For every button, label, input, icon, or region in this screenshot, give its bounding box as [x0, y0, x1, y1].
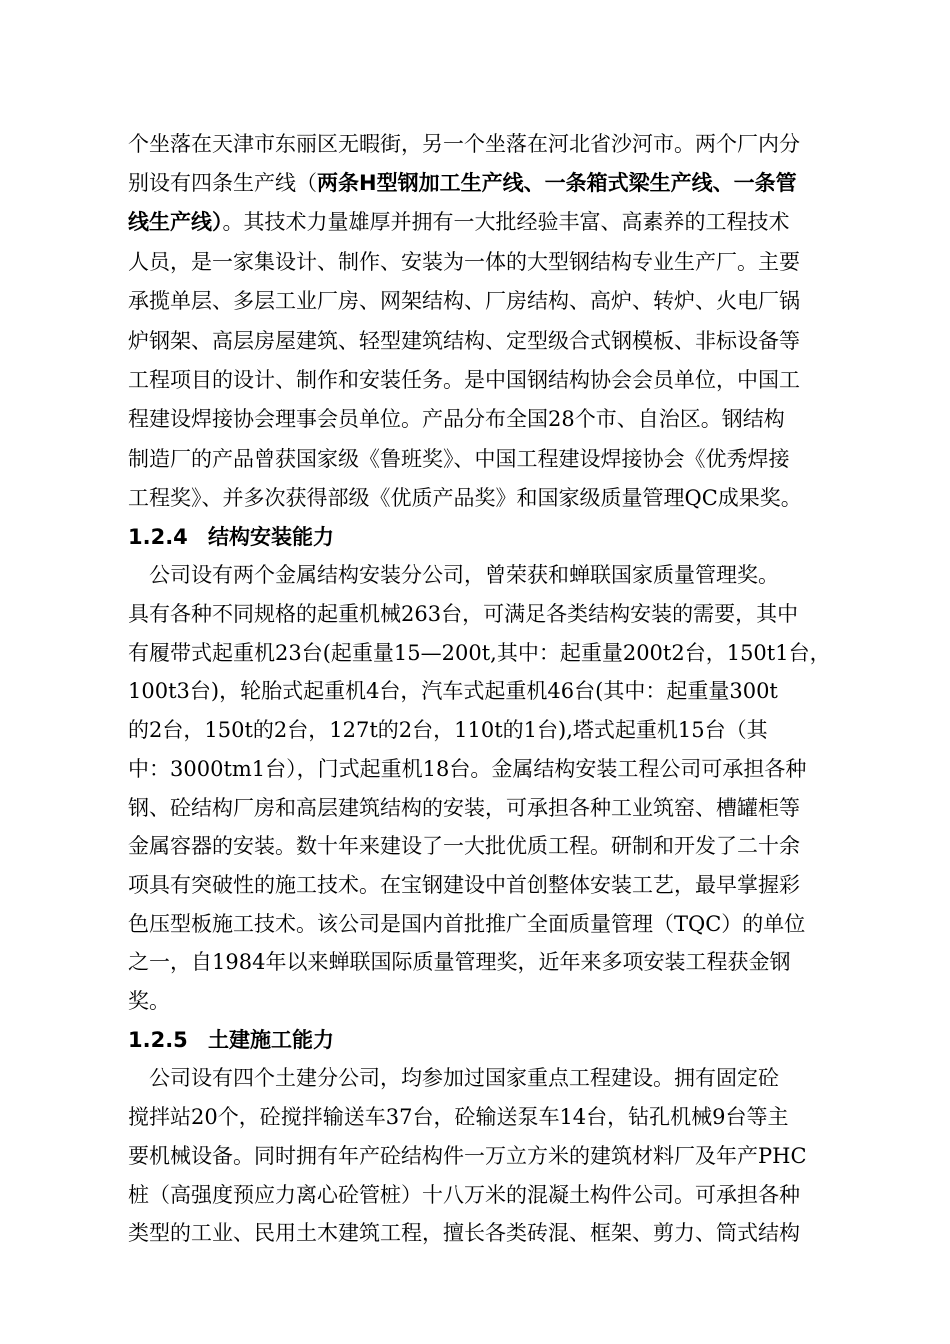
- paragraph-line: 之一，自1984年以来蝉联国际质量管理奖，近年来多项安装工程获金钢: [128, 950, 791, 974]
- paragraph-line: 金属容器的安装。数十年来建设了一大批优质工程。研制和开发了二十余: [128, 834, 800, 858]
- paragraph-line: 炉钢架、高层房屋建筑、轻型建筑结构、定型级合式钢模板、非标设备等: [128, 329, 800, 353]
- paragraph-line: 人员，是一家集设计、制作、安装为一体的大型钢结构专业生产厂。主要: [128, 250, 800, 274]
- line-text: 。其技术力量雄厚并拥有一大批经验丰富、高素养的工程技术: [222, 210, 790, 234]
- paragraph-line: 100t3台)，轮胎式起重机4台，汽车式起重机46台(其中：起重量300t: [128, 679, 778, 703]
- paragraph-line: 公司设有两个金属结构安装分公司，曾荣获和蝉联国家质量管理奖。: [128, 563, 779, 587]
- paragraph-line: 桩（高强度预应力离心砼管桩）十八万米的混凝土构件公司。可承担各种: [128, 1183, 800, 1207]
- paragraph-line: 类型的工业、民用土木建筑工程，擅长各类砖混、框架、剪力、筒式结构: [128, 1221, 800, 1245]
- bold-text: 线生产线）: [128, 210, 223, 234]
- paragraph-line: 承揽单层、多层工业厂房、网架结构、厂房结构、高炉、转炉、火电厂锅: [128, 289, 800, 313]
- paragraph-line: 有履带式起重机23台(起重量15—200t,其中：起重量200t2台，150t1台，: [128, 641, 831, 665]
- section-title: 土建施工能力: [208, 1028, 334, 1052]
- paragraph-line: 色压型板施工技术。该公司是国内首批推广全面质量管理（TQC）的单位: [128, 912, 806, 936]
- section-heading: [128, 1020, 334, 1060]
- paragraph-line: [128, 163, 797, 203]
- paragraph-line: 项具有突破性的施工技术。在宝钢建设中首创整体安装工艺，最早掌握彩: [128, 873, 800, 897]
- paragraph-line: 的2台，150t的2台，127t的2台，110t的1台),塔式起重机15台（其: [128, 718, 768, 742]
- section-title: 结构安装能力: [208, 525, 334, 549]
- section-number: 1.2.5: [128, 1028, 188, 1052]
- paragraph-line: 制造厂的产品曾获国家级《鲁班奖》、中国工程建设焊接协会《优秀焊接: [128, 447, 790, 471]
- paragraph-line: 个坐落在天津市东丽区无暇街，另一个坐落在河北省沙河市。两个厂内分: [128, 132, 800, 156]
- paragraph-line: 工程奖》、并多次获得部级《优质产品奖》和国家级质量管理QC成果奖。: [128, 486, 802, 510]
- paragraph-line: 公司设有四个土建分公司，均参加过国家重点工程建设。拥有固定砼: [128, 1066, 779, 1090]
- paragraph-line: 程建设焊接协会理事会员单位。产品分布全国28个市、自治区。钢结构: [128, 407, 785, 431]
- bold-text: 两条H型钢加工生产线、一条箱式梁生产线、一条管: [317, 171, 797, 195]
- paragraph-line: 要机械设备。同时拥有年产砼结构件一万立方米的建筑材料厂及年产PHC: [128, 1144, 807, 1168]
- paragraph-line: 工程项目的设计、制作和安装任务。是中国钢结构协会会员单位，中国工: [128, 368, 800, 392]
- paragraph-line: 中：3000tm1台），门式起重机18台。金属结构安装工程公司可承担各种: [128, 757, 807, 781]
- line-text: 别设有四条生产线（: [128, 171, 317, 195]
- paragraph-line: 奖。: [128, 989, 170, 1013]
- paragraph-line: 搅拌站20个，砼搅拌输送车37台，砼输送泵车14台，钻孔机械9台等主: [128, 1105, 789, 1129]
- paragraph-line: [128, 202, 790, 242]
- paragraph-line: 具有各种不同规格的起重机械263台，可满足各类结构安装的需要，其中: [128, 602, 799, 626]
- paragraph-line: 钢、砼结构厂房和高层建筑结构的安装，可承担各种工业筑窑、槽罐柜等: [128, 796, 800, 820]
- section-heading: [128, 517, 334, 557]
- section-number: 1.2.4: [128, 525, 188, 549]
